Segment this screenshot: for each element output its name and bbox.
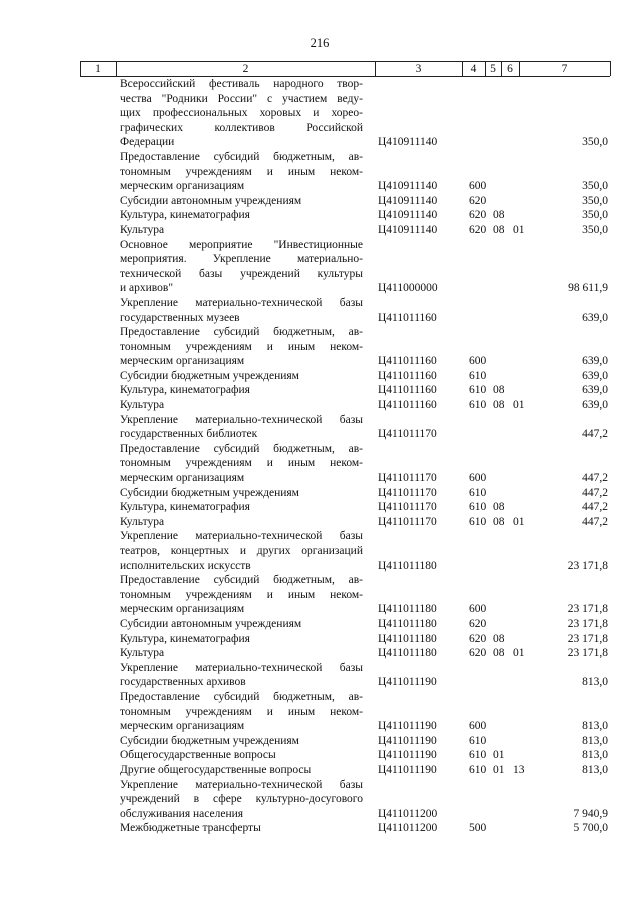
row-col-5: 08: [493, 632, 505, 645]
row-name-line: Укрепление материально-технической базы: [120, 530, 363, 543]
row-sum: 350,0: [582, 209, 608, 222]
row-name-line: Основное мероприятие "Инвестиционные: [120, 238, 363, 251]
row-col-4: 600: [469, 355, 487, 368]
row-name-line: Субсидии бюджетным учреждениям: [120, 734, 299, 747]
row-name-line: Субсидии бюджетным учреждениям: [120, 369, 299, 382]
table-row: [0, 208, 640, 223]
header-col-3: 3: [415, 63, 422, 75]
row-sum: 813,0: [582, 676, 608, 689]
row-name-line: чества "Родники России" с участием веду-: [120, 92, 363, 105]
row-col-4: 620: [469, 209, 487, 222]
row-name: [120, 763, 363, 778]
row-name-line: щих профессиональных хоровых и хорео-: [120, 107, 363, 120]
row-col-4: 620: [469, 223, 487, 236]
header-col-6: 6: [507, 63, 513, 75]
row-name: [120, 573, 363, 617]
row-sum: 23 171,8: [567, 632, 608, 645]
row-code: Ц410911140: [378, 136, 438, 149]
row-name: [120, 150, 363, 194]
row-sum: 350,0: [582, 180, 608, 193]
row-name-line: Субсидии автономным учреждениям: [120, 194, 302, 207]
row-name: [120, 369, 363, 384]
row-col-4: 610: [469, 734, 487, 747]
row-sum: 98 611,9: [568, 282, 608, 295]
row-code: Ц411011200: [378, 807, 438, 820]
row-name: [120, 296, 363, 325]
row-name-line: обслуживания населения: [120, 807, 244, 820]
row-name-line: государственных музеев: [120, 311, 240, 324]
row-code: Ц411011190: [378, 763, 437, 776]
row-col-6: 01: [513, 647, 525, 660]
header-divider: [80, 61, 81, 76]
header-divider: [116, 61, 117, 76]
table-row: [0, 150, 640, 194]
row-col-4: 600: [469, 180, 487, 193]
table-row: [0, 223, 640, 238]
row-code: Ц411011170: [378, 501, 437, 514]
row-col-6: 01: [513, 399, 525, 412]
table-row: [0, 734, 640, 749]
row-sum: 639,0: [582, 355, 608, 368]
row-code: Ц411011180: [378, 617, 437, 630]
table-row: [0, 413, 640, 442]
row-sum: 350,0: [582, 223, 608, 236]
row-code: Ц411011160: [378, 384, 437, 397]
row-name-line: Предоставление субсидий бюджетным, ав-: [120, 574, 363, 587]
row-name: [120, 442, 363, 486]
row-col-4: 610: [469, 515, 487, 528]
row-name: [120, 778, 363, 822]
row-name-line: мерческим организациям: [120, 355, 245, 368]
row-col-4: 600: [469, 472, 487, 485]
header-col-7: 7: [561, 63, 568, 75]
row-name: [120, 734, 363, 749]
table-row: [0, 617, 640, 632]
row-name-line: Предоставление субсидий бюджетным, ав-: [120, 150, 363, 163]
row-sum: 813,0: [582, 749, 608, 762]
row-code: Ц410911140: [378, 194, 438, 207]
row-code: Ц411011180: [378, 647, 437, 660]
table-row: [0, 238, 640, 296]
row-col-4: 620: [469, 617, 487, 630]
row-code: Ц410911140: [378, 209, 438, 222]
row-name-line: Укрепление материально-технической базы: [120, 778, 363, 791]
row-col-4: 620: [469, 647, 487, 660]
row-name-line: Федерации: [120, 136, 175, 149]
table-row: [0, 778, 640, 822]
row-name-line: графических коллективов Российской: [120, 121, 363, 134]
row-name-line: мероприятия. Укрепление материально-: [120, 253, 363, 266]
row-code: Ц411011170: [378, 515, 437, 528]
row-col-4: 610: [469, 749, 487, 762]
row-code: Ц411011200: [378, 822, 438, 835]
row-sum: 639,0: [582, 384, 608, 397]
row-col-4: 610: [469, 399, 487, 412]
row-col-4: 620: [469, 632, 487, 645]
row-name-line: Всероссийский фестиваль народного твор-: [120, 78, 363, 90]
table-row: [0, 398, 640, 413]
row-name-line: Культура: [120, 647, 165, 660]
row-name-line: Культура, кинематография: [120, 632, 250, 645]
row-col-4: 500: [469, 822, 487, 835]
row-code: Ц411011190: [378, 749, 437, 762]
row-name-line: мерческим организациям: [120, 180, 245, 193]
header-divider: [375, 61, 376, 76]
row-col-5: 08: [493, 647, 505, 660]
row-name: [120, 77, 363, 150]
row-name: [120, 383, 363, 398]
row-name: [120, 821, 363, 836]
row-sum: 639,0: [582, 369, 608, 382]
row-name-line: Субсидии бюджетным учреждениям: [120, 486, 299, 499]
row-name-line: государственных библиотек: [120, 428, 258, 441]
row-sum: 813,0: [582, 763, 608, 776]
row-col-4: 610: [469, 369, 487, 382]
row-col-5: 08: [493, 501, 505, 514]
row-sum: 813,0: [582, 720, 608, 733]
row-name-line: учреждений в сфере культурно-досугового: [120, 793, 363, 806]
table-body: [0, 77, 640, 836]
row-col-4: 610: [469, 501, 487, 514]
row-code: Ц411011180: [378, 559, 437, 572]
row-code: Ц411011160: [378, 399, 437, 412]
row-name: [120, 632, 363, 647]
row-code: Ц411011180: [378, 603, 437, 616]
row-name-line: Субсидии автономным учреждениям: [120, 617, 302, 630]
row-name-line: мерческим организациям: [120, 472, 245, 485]
table-row: [0, 690, 640, 734]
table-row: [0, 369, 640, 384]
table-row: [0, 529, 640, 573]
row-name-line: тономным учреждениям и иным неком-: [120, 165, 363, 178]
row-name: [120, 208, 363, 223]
row-code: Ц410911140: [378, 223, 438, 236]
row-sum: 350,0: [582, 194, 608, 207]
table-row: [0, 486, 640, 501]
row-col-4: 610: [469, 384, 487, 397]
row-name-line: Укрепление материально-технической базы: [120, 296, 363, 309]
row-name-line: тономным учреждениям и иным неком-: [120, 457, 363, 470]
row-sum: 7 940,9: [573, 807, 608, 820]
header-divider: [462, 61, 463, 76]
header-divider: [610, 61, 611, 76]
table-row: [0, 632, 640, 647]
row-name: [120, 238, 363, 296]
page-number: 216: [310, 36, 330, 50]
header-col-5: 5: [490, 63, 496, 75]
table-row: [0, 500, 640, 515]
row-sum: 447,2: [582, 515, 608, 528]
row-name-line: тономным учреждениям и иным неком-: [120, 705, 363, 718]
row-col-5: 08: [493, 515, 505, 528]
row-name: [120, 325, 363, 369]
row-name: [120, 617, 363, 632]
row-name-line: государственных архивов: [120, 676, 246, 689]
header-divider: [501, 61, 502, 76]
row-name-line: Межбюджетные трансферты: [120, 822, 261, 835]
row-name-line: мерческим организациям: [120, 603, 245, 616]
row-sum: 447,2: [582, 472, 608, 485]
row-name-line: Предоставление субсидий бюджетным, ав-: [120, 442, 363, 455]
row-sum: 639,0: [582, 311, 608, 324]
row-sum: 350,0: [582, 136, 608, 149]
row-name-line: Другие общегосударственные вопросы: [120, 763, 312, 776]
row-code: Ц411011160: [378, 311, 437, 324]
row-col-4: 600: [469, 603, 487, 616]
row-name-line: Общегосударственные вопросы: [120, 749, 276, 762]
row-name-line: Культура, кинематография: [120, 209, 250, 222]
table-row: [0, 383, 640, 398]
row-name-line: Культура: [120, 399, 165, 412]
header-divider: [485, 61, 486, 76]
row-name: [120, 486, 363, 501]
row-name-line: Культура: [120, 223, 165, 236]
row-name-line: Предоставление субсидий бюджетным, ав-: [120, 326, 363, 339]
row-sum: 813,0: [582, 734, 608, 747]
row-sum: 23 171,8: [567, 617, 608, 630]
row-code: Ц411011180: [378, 632, 437, 645]
row-col-6: 01: [513, 223, 525, 236]
header-divider: [519, 61, 520, 76]
row-sum: 639,0: [582, 399, 608, 412]
row-name-line: театров, концертных и других организаций: [120, 545, 363, 557]
row-name: [120, 223, 363, 238]
row-col-6: 01: [513, 515, 525, 528]
table-row: [0, 573, 640, 617]
row-name-line: Предоставление субсидий бюджетным, ав-: [120, 690, 363, 703]
row-name-line: тономным учреждениям и иным неком-: [120, 588, 363, 601]
row-code: Ц411000000: [378, 282, 438, 295]
table-row: [0, 515, 640, 530]
row-name-line: тономным учреждениям и иным неком-: [120, 340, 363, 353]
row-name: [120, 661, 363, 690]
row-col-5: 08: [493, 209, 505, 222]
row-name: [120, 690, 363, 734]
row-name-line: мерческим организациям: [120, 720, 245, 733]
header-col-1: 1: [95, 63, 101, 75]
table-row: [0, 763, 640, 778]
table-row: [0, 325, 640, 369]
row-name-line: Культура: [120, 515, 165, 528]
table-row: [0, 194, 640, 209]
row-col-4: 600: [469, 720, 487, 733]
header-col-4: 4: [470, 63, 477, 75]
row-code: Ц411011190: [378, 676, 437, 689]
row-col-5: 01: [493, 749, 505, 762]
row-name-line: исполнительских искусств: [120, 559, 251, 572]
row-name: [120, 398, 363, 413]
row-name: [120, 515, 363, 530]
table-row: [0, 748, 640, 763]
row-col-4: 610: [469, 763, 487, 776]
row-sum: 447,2: [582, 501, 608, 514]
row-name-line: и архивов": [120, 282, 174, 295]
row-code: Ц411011190: [378, 734, 437, 747]
row-code: Ц411011160: [378, 369, 437, 382]
row-col-6: 13: [513, 763, 525, 776]
row-col-4: 620: [469, 194, 487, 207]
row-name: [120, 529, 363, 573]
row-name: [120, 413, 363, 442]
row-sum: 23 171,8: [567, 603, 608, 616]
table-row: [0, 661, 640, 690]
table-row: [0, 442, 640, 486]
row-sum: 23 171,8: [567, 647, 608, 660]
row-sum: 5 700,0: [573, 822, 608, 835]
row-name-line: Культура, кинематография: [120, 501, 250, 514]
row-code: Ц410911140: [378, 180, 438, 193]
row-col-5: 08: [493, 399, 505, 412]
row-name: [120, 500, 363, 515]
table-row: [0, 821, 640, 836]
table-row: [0, 296, 640, 325]
row-col-5: 08: [493, 223, 505, 236]
row-col-5: 01: [493, 763, 505, 776]
row-code: Ц411011170: [378, 428, 437, 441]
row-col-5: 08: [493, 384, 505, 397]
row-name: [120, 194, 363, 209]
row-name-line: Укрепление материально-технической базы: [120, 413, 363, 426]
table-row: [0, 77, 640, 150]
table-header: [80, 61, 610, 77]
row-name-line: технической базы учреждений культуры: [120, 267, 363, 280]
table-row: [0, 646, 640, 661]
row-code: Ц411011160: [378, 355, 437, 368]
row-sum: 447,2: [582, 428, 608, 441]
row-code: Ц411011170: [378, 486, 437, 499]
row-sum: 447,2: [582, 486, 608, 499]
row-code: Ц411011190: [378, 720, 437, 733]
row-name-line: Укрепление материально-технической базы: [120, 661, 363, 674]
row-code: Ц411011170: [378, 472, 437, 485]
header-col-2: 2: [242, 63, 249, 75]
row-name: [120, 646, 363, 661]
row-name: [120, 748, 363, 763]
row-name-line: Культура, кинематография: [120, 384, 250, 397]
row-sum: 23 171,8: [567, 559, 608, 572]
row-col-4: 610: [469, 486, 487, 499]
